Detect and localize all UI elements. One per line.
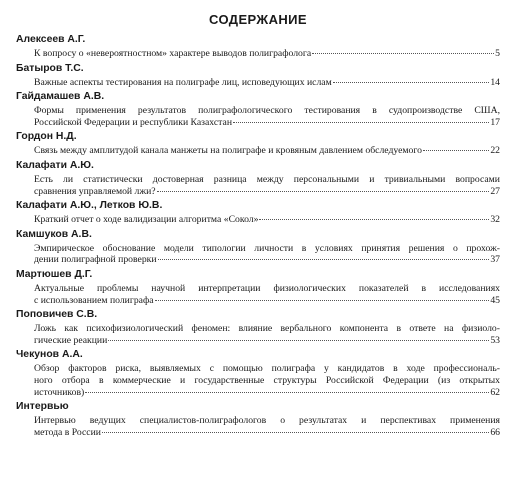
toc-page-number: 53 [490,334,500,346]
toc-article-title-line: Есть ли статистически достоверная разница между персональными и тривиальными вопросами [34,173,500,185]
toc-page-number: 62 [490,386,500,398]
toc-page-number: 27 [490,185,500,197]
toc-dot-leader [423,150,489,151]
toc-entry [16,159,500,197]
toc-author: Калафати А.Ю. [16,159,94,171]
toc-entry [16,400,500,438]
toc-article-last-line [34,186,500,198]
page-title: СОДЕРЖАНИЕ [209,12,307,27]
toc-article-last-line [34,77,500,89]
toc-entry [16,228,500,266]
toc-entry [16,308,500,346]
toc-dot-leader [333,82,490,83]
toc-article-title-line: сравнения управляемой лжи? [34,185,156,197]
toc-article-last-line [34,254,500,266]
toc-dot-leader [102,432,489,433]
toc-author: Гордон Н.Д. [16,131,77,143]
toc-article-last-line [34,145,500,157]
toc-page-number: 45 [490,294,500,306]
toc-entry [16,199,500,226]
toc-article-last-line [34,335,500,347]
toc-article-last-line [34,295,500,307]
toc-author: Гайдамашев А.В. [16,91,105,103]
toc-article-last-line [34,48,500,60]
toc-entry [16,348,500,398]
toc-dot-leader [85,392,489,393]
toc-article-title-line: гические реакции [34,334,108,346]
toc-dot-leader [108,340,489,341]
toc-article[interactable] [34,145,500,157]
toc-dot-leader [259,219,489,220]
toc-article-title-line: с использованием полиграфа [34,294,154,306]
toc-article[interactable] [34,323,500,346]
toc-article[interactable] [34,415,500,438]
toc-dot-leader [155,300,490,301]
toc-page-number: 17 [490,116,500,128]
toc-article-title-line: Связь между амплитудой канала манжеты на полиграфе и кровяным давлением обследуемого [34,145,422,157]
toc-entry [16,33,500,60]
toc-article-title-line: К вопросу о «невероятностном» характере выводов полиграфолога [34,48,312,59]
toc-page-number: 5 [495,48,500,59]
toc-article[interactable] [34,105,500,128]
toc-entry [16,268,500,306]
toc-author: Батыров Т.С. [16,62,84,74]
toc-article-title-line: Ложь как психофизиологический феномен: влияние вербального компонента в ответе на физиоло- [34,323,500,335]
toc-entry [16,130,500,157]
toc-article-title-line: Важные аспекты тестирования на полиграфе лиц, исповедующих ислам [34,76,332,88]
toc-article-title-line: Эмпирическое обоснование модели типологии личности в условиях принятия решения о прохож- [34,242,500,254]
toc-article[interactable] [34,77,500,89]
toc-author: Интервью [16,401,69,413]
toc-dot-leader [157,191,490,192]
toc-page-number: 66 [490,426,500,438]
toc-author: Камшуков А.В. [16,228,92,240]
toc-author: Калафати А.Ю., Летков Ю.В. [16,200,163,212]
toc-page-number: 32 [490,214,500,226]
toc-article[interactable] [34,174,500,197]
toc-article-title-line: ного отбора в коммерческие и государственные структуры Российской Федерации (из открытых [34,374,500,386]
toc-dot-leader [158,259,490,260]
toc-author: Поповичев С.В. [16,309,98,321]
toc-article[interactable] [34,48,500,60]
toc-dot-leader [312,53,494,54]
toc-entry [16,62,500,89]
toc-article[interactable] [34,243,500,266]
toc-article-title-line: метода в России [34,426,101,438]
toc-page-number: 37 [490,254,500,266]
toc-article[interactable] [34,283,500,306]
toc-author: Мартюшев Д.Г. [16,268,93,280]
toc-author: Алексеев А.Г. [16,34,86,45]
toc-article-title-line: Обзор факторов риска, выявляемых с помощью полиграфа у кандидатов в ходе профессиональ- [34,363,500,375]
toc-article-title-line: Краткий отчет о ходе валидизации алгоритма «Сокол» [34,214,259,226]
toc-author: Чекунов А.А. [16,349,83,361]
toc-article-last-line [34,427,500,439]
toc-article-title-line: Интервью ведущих специалистов-полиграфологов о результатах и перспективах применения [34,415,500,427]
toc-article-last-line [34,117,500,129]
toc-page-number: 22 [490,145,500,157]
toc-article-title-line: Актуальные проблемы научной интерпретации физиологических показателей в исследованиях [34,282,500,294]
toc-article-last-line [34,387,500,399]
toc-article-title-line: источников) [34,386,85,398]
toc-article-last-line [34,214,500,226]
toc-list [16,33,500,438]
toc-entry [16,90,500,128]
toc-article[interactable] [34,214,500,226]
toc-dot-leader [233,122,489,123]
toc-article-title-line: Формы применения результатов полиграфологического тестирования в судопроизводстве США, [34,105,500,117]
toc-article-title-line: Российской Федерации и республики Казахстан [34,116,233,128]
toc-page-number: 14 [490,76,500,88]
toc-article-title-line: дении полиграфной проверки [34,254,157,266]
toc-article[interactable] [34,363,500,398]
